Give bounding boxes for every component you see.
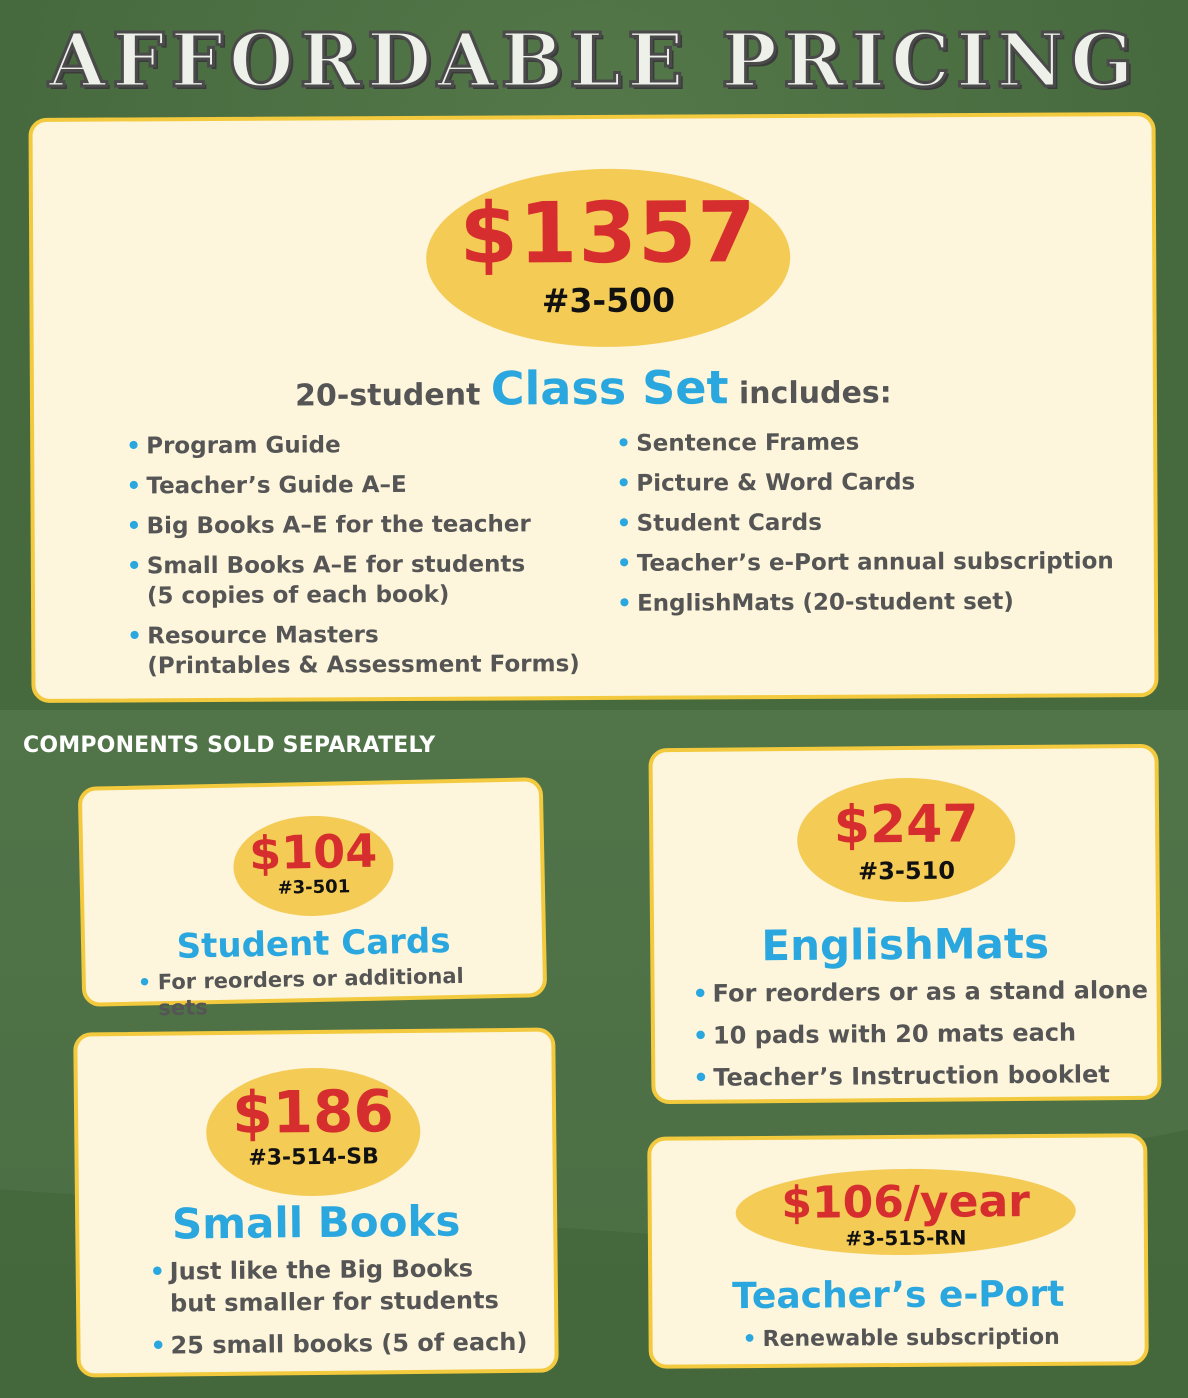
list-item-text: Small Books A–E for students <box>146 551 526 580</box>
list-item-text: EnglishMats (20-student set) <box>636 588 1014 617</box>
list-item-text: 10 pads with 20 mats each <box>712 1018 1077 1050</box>
class-set-list-right <box>616 426 1117 629</box>
bullet-icon: • <box>126 513 142 540</box>
section-label: COMPONENTS SOLD SEPARATELY <box>23 733 436 758</box>
list-item <box>127 549 597 611</box>
small-books-price: $186 <box>231 1077 395 1147</box>
eport-title: Teacher’s e-Port <box>732 1273 1065 1318</box>
bullet-icon: • <box>693 1063 709 1092</box>
eport-list <box>743 1323 1123 1354</box>
page-title: AFFORDABLE PRICING <box>48 18 1140 104</box>
list-item <box>743 1323 1123 1354</box>
eport-card <box>647 1133 1149 1368</box>
list-item-text: Resource Masters <box>147 622 379 650</box>
list-item-subtext: (5 copies of each book) <box>146 581 450 610</box>
small-books-card <box>73 1027 559 1377</box>
class-set-heading-highlight: Class Set <box>490 360 729 416</box>
list-item-text: 25 small books (5 of each) <box>170 1327 528 1360</box>
student-cards-card <box>78 777 548 1021</box>
bullet-icon: • <box>742 1326 757 1353</box>
list-item-text: Picture & Word Cards <box>636 469 916 497</box>
list-item <box>150 1326 530 1362</box>
small-books-title: Small Books <box>171 1196 461 1249</box>
student-cards-price: $104 <box>248 823 378 881</box>
bullet-icon: • <box>126 433 141 460</box>
bullet-icon: • <box>616 470 632 497</box>
englishmats-sku: #3-510 <box>857 856 956 886</box>
bullet-icon: • <box>692 979 709 1008</box>
bullet-icon: • <box>126 473 142 500</box>
list-item <box>150 1252 531 1320</box>
bullet-icon: • <box>126 553 142 580</box>
class-set-price: $1357 <box>459 183 757 283</box>
list-item <box>617 546 1117 579</box>
list-item-text: Big Books A–E for the teacher <box>146 511 531 540</box>
small-books-list <box>150 1252 531 1372</box>
small-books-price-badge <box>206 1067 421 1197</box>
list-item <box>693 1015 1153 1053</box>
bullet-icon: • <box>616 590 632 617</box>
class-set-sku: #3-500 <box>541 280 676 321</box>
student-cards-list <box>138 962 519 1022</box>
list-item <box>127 619 597 681</box>
englishmats-list <box>692 973 1153 1103</box>
list-item-text: Program Guide <box>146 432 341 460</box>
eport-price-badge <box>735 1168 1076 1256</box>
list-item-text: Student Cards <box>636 509 822 537</box>
student-cards-title: Student Cards <box>176 921 451 967</box>
list-item <box>126 429 596 461</box>
list-item <box>126 469 596 501</box>
class-set-heading-post: includes: <box>738 375 892 412</box>
list-item-text: Renewable subscription <box>762 1324 1060 1352</box>
student-cards-price-badge <box>232 814 394 917</box>
bullet-icon: • <box>149 1257 166 1286</box>
list-item-text: Teacher’s e-Port annual subscription <box>636 548 1114 577</box>
list-item-text: Just like the Big Books <box>169 1254 474 1286</box>
small-books-sku: #3-514-SB <box>248 1144 379 1171</box>
englishmats-title: EnglishMats <box>761 918 1050 971</box>
bullet-icon: • <box>616 430 631 457</box>
eport-sku: #3-515-RN <box>845 1225 967 1251</box>
list-item <box>138 962 519 1022</box>
list-item-subtext: (Printables & Assessment Forms) <box>147 651 580 680</box>
class-set-heading-pre: 20-student <box>295 377 481 414</box>
list-item <box>617 506 1117 539</box>
class-set-heading <box>34 358 1153 418</box>
list-item <box>616 466 1116 499</box>
englishmats-price-badge <box>797 777 1016 903</box>
list-item-text: For reorders or additional sets <box>157 963 464 1021</box>
bullet-icon: • <box>692 1021 709 1050</box>
student-cards-sku: #3-501 <box>277 876 351 899</box>
bullet-icon: • <box>150 1331 166 1360</box>
list-item-subtext: but smaller for students <box>169 1286 499 1318</box>
class-set-card <box>28 112 1158 703</box>
englishmats-price: $247 <box>833 794 979 856</box>
bullet-icon: • <box>616 510 632 537</box>
englishmats-card <box>648 744 1161 1104</box>
list-item-text: Teacher’s Instruction booklet <box>713 1060 1110 1092</box>
list-item-text: Teacher’s Guide A–E <box>146 471 407 500</box>
bullet-icon: • <box>137 970 152 995</box>
list-item <box>617 586 1117 619</box>
bullet-icon: • <box>127 623 142 650</box>
list-item <box>127 509 597 541</box>
eport-price: $106/year <box>781 1176 1031 1229</box>
list-item-text: Sentence Frames <box>636 429 860 457</box>
class-set-price-badge <box>426 168 791 348</box>
list-item <box>692 973 1152 1011</box>
class-set-list-left <box>126 429 597 691</box>
list-item <box>616 426 1116 459</box>
bullet-icon: • <box>616 550 632 577</box>
list-item-text: For reorders or as a stand alone <box>712 975 1149 1008</box>
list-item <box>693 1057 1153 1095</box>
